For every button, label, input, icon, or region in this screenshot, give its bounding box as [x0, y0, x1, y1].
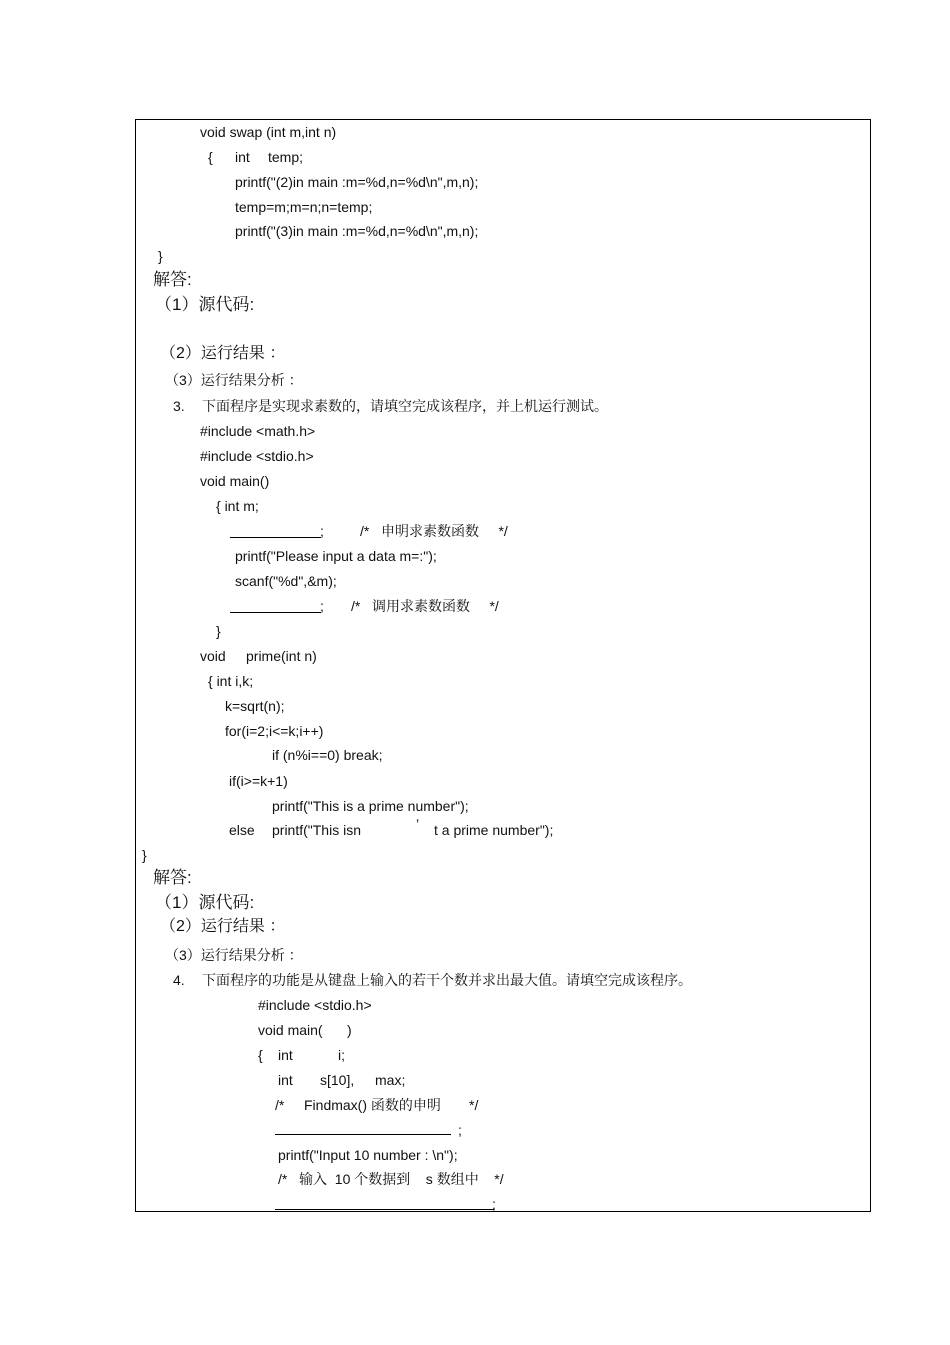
code-line: }	[158, 248, 163, 264]
code-line: scanf("%d",&m);	[235, 573, 337, 589]
question-text: 下面程序是实现求素数的，请填空完成该程序，并上机运行测试。	[202, 398, 608, 414]
code-line: #include <stdio.h>	[258, 997, 372, 1013]
code-comment: */	[469, 1097, 479, 1113]
answer-item: （3）运行结果分析 ：	[165, 372, 303, 388]
code-line: max;	[375, 1072, 406, 1088]
code-line: )	[347, 1022, 352, 1038]
fill-blank	[230, 612, 321, 613]
code-line: {	[258, 1047, 263, 1063]
code-line: s[10],	[320, 1072, 355, 1088]
code-line: int	[278, 1072, 293, 1088]
code-comment: Findmax() 函数的申明	[304, 1097, 441, 1113]
code-line: int	[235, 149, 250, 165]
answer-item: （2）运行结果 ：	[160, 345, 286, 362]
code-line: if(i>=k+1)	[229, 773, 288, 789]
code-line: for(i=2;i<=k;i++)	[225, 723, 324, 739]
question-text: 下面程序的功能是从键盘上输入的若干个数并求出最大值。请填空完成该程序。	[202, 972, 692, 988]
code-line: ;	[458, 1122, 462, 1138]
answer-item: （1）源代码:	[155, 893, 255, 912]
code-comment: /* 调用求素数函数 */	[351, 598, 499, 614]
code-line: printf("(3)in main :m=%d,n=%d\n",m,n);	[235, 223, 479, 239]
answer-item: （2）运行结果 ：	[160, 918, 286, 935]
code-line: { int i,k;	[208, 673, 254, 689]
answer-item: （1）源代码:	[155, 295, 255, 314]
code-line: #include <math.h>	[200, 423, 316, 439]
answer-heading: 解答:	[153, 868, 192, 887]
question-number: 3.	[173, 398, 185, 414]
code-apostrophe: ’	[416, 816, 420, 832]
code-line: else	[229, 822, 255, 838]
question-number: 4.	[173, 972, 185, 988]
code-line: temp;	[268, 149, 304, 165]
code-line: }	[216, 623, 221, 639]
table-cell-frame	[135, 119, 871, 1212]
code-line: k=sqrt(n);	[225, 698, 285, 714]
answer-item: （3）运行结果分析 ：	[165, 947, 303, 963]
code-line: i;	[338, 1047, 345, 1063]
code-comment: /* 输入 10 个数据到 s 数组中 */	[278, 1171, 504, 1187]
code-line: }	[142, 847, 147, 863]
code-line: ;	[492, 1196, 496, 1212]
answer-heading: 解答:	[153, 270, 192, 289]
code-line: printf("This is a prime number");	[272, 798, 469, 814]
code-comment: /* 申明求素数函数 */	[360, 523, 508, 539]
code-line: { int m;	[216, 498, 259, 514]
fill-blank	[230, 537, 321, 538]
code-line: #include <stdio.h>	[200, 448, 314, 464]
code-line: printf("Input 10 number : \n");	[278, 1147, 458, 1163]
code-line: int	[278, 1047, 293, 1063]
code-line: {	[208, 149, 213, 165]
code-line: t a prime number");	[434, 822, 554, 838]
code-line: void	[200, 648, 226, 664]
code-line: void swap (int m,int n)	[200, 124, 337, 140]
code-line: printf("Please input a data m=:");	[235, 548, 437, 564]
code-line: printf("This isn	[272, 822, 361, 838]
fill-blank	[275, 1134, 451, 1135]
fill-blank	[275, 1209, 494, 1210]
code-line: ;	[320, 523, 324, 539]
code-line: void main(	[258, 1022, 323, 1038]
code-line: prime(int n)	[246, 648, 317, 664]
code-line: temp=m;m=n;n=temp;	[235, 199, 373, 215]
code-comment: /*	[275, 1097, 285, 1113]
code-line: if (n%i==0) break;	[272, 747, 383, 763]
code-line: void main()	[200, 473, 270, 489]
code-line: ;	[320, 598, 324, 614]
code-line: printf("(2)in main :m=%d,n=%d\n",m,n);	[235, 174, 479, 190]
